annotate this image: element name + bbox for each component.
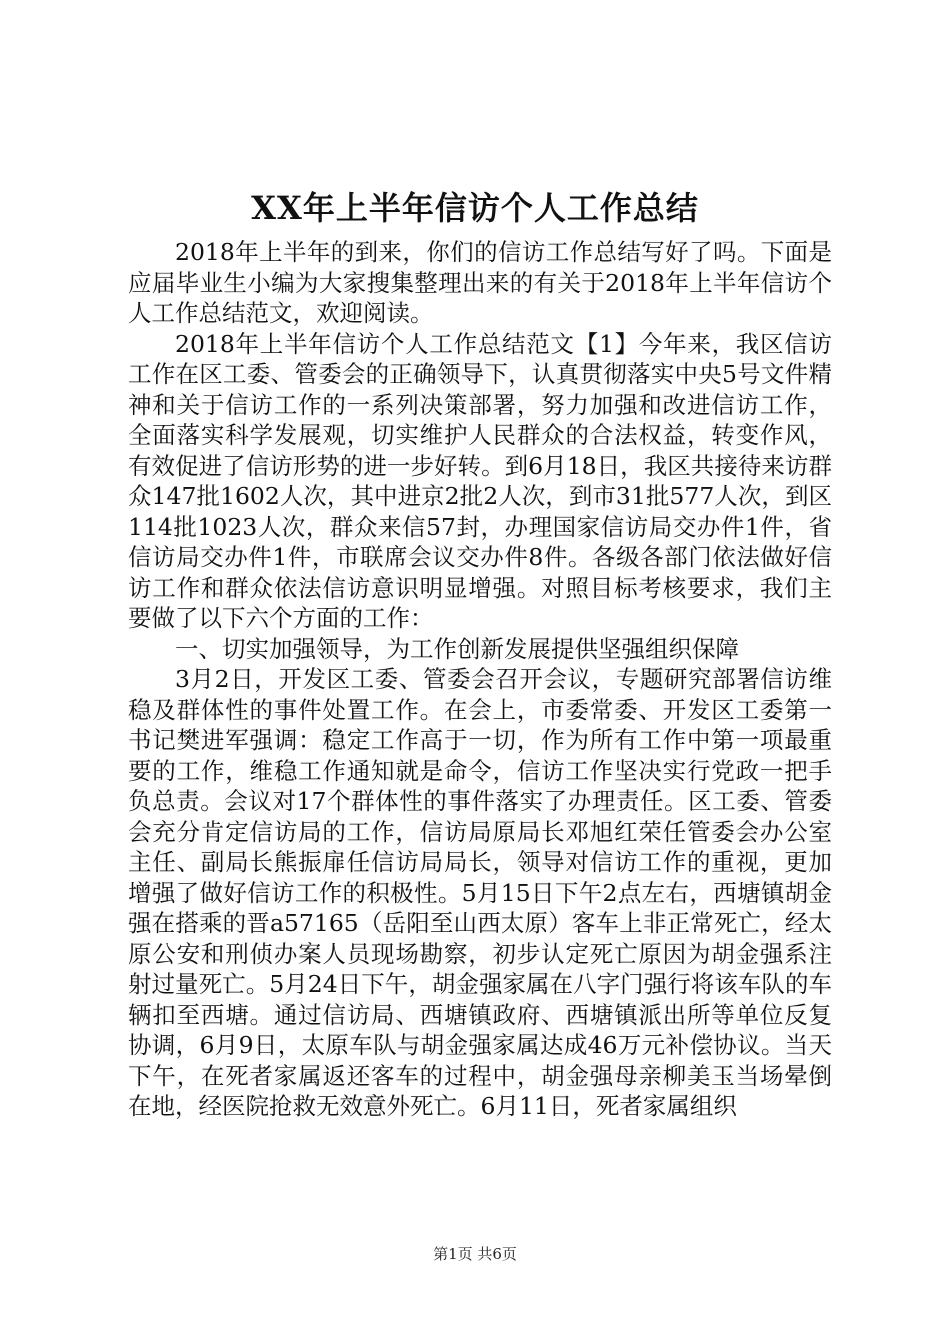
- intro-paragraph: 2018年上半年的到来，你们的信访工作总结写好了吗。下面是应届毕业生小编为大家搜集整理出来的有关于2018年上半年信访个人工作总结范文，欢迎阅读。: [128, 238, 832, 327]
- page-title: XX年上半年信访个人工作总结: [251, 189, 699, 227]
- page-footer: 第1页 共6页: [433, 1245, 517, 1263]
- document-body: [128, 237, 832, 1122]
- section-paragraph-1: 3月2日，开发区工委、管委会召开会议，专题研究部署信访维稳及群体性的事件处置工作。在会上，市委常委、开发区工委第一书记樊进军强调：稳定工作高于一切，作为所有工作中第一项最重要的工作，维稳工作通知就是命令，信访工作坚决实行党政一把手负总责。会议对17个群体性的事件落实了办理责任。区工委、管委会充分肯定信访局的工作，信访局原局长邓旭红荣任管委会办公室主任、副局长熊振扉任信访局局长，领导对信访工作的重视，更加增强了做好信访工作的积极性。5月15日下午2点左右，西塘镇胡金强在搭乘的晋a57165（岳阳至山西太原）客车上非正常死亡，经太原公安和刑侦办案人员现场勘察，初步认定死亡原因为胡金强系注射过量死亡。5月24日下午，胡金强家属在八字门强行将该车队的车辆扣至西塘。通过信访局、西塘镇政府、西塘镇派出所等单位反复协调，6月9日，太原车队与胡金强家属达成46万元补偿协议。当天下午，在死者家属返还客车的过程中，胡金强母亲柳美玉当场晕倒在地，经医院抢救无效意外死亡。6月11日，死者家属组织: [128, 665, 832, 1120]
- sample-paragraph-1: 2018年上半年信访个人工作总结范文【1】今年来，我区信访工作在区工委、管委会的正确领导下，认真贯彻落实中央5号文件精神和关于信访工作的一系列决策部署，努力加强和改进信访工作，全面落实科学发展观，切实维护人民群众的合法权益，转变作风，有效促进了信访形势的进一步好转。到6月18日，我区共接待来访群众147批1602人次，其中进京2批2人次，到市31批577人次，到区114批1023人次，群众来信57封，办理国家信访局交办件1件，省信访局交办件1件，市联席会议交办件8件。各级各部门依法做好信访工作和群众依法信访意识明显增强。对照目标考核要求，我们主要做了以下六个方面的工作：: [128, 329, 832, 632]
- section-heading-1: 一、切实加强领导，为工作创新发展提供坚强组织保障: [175, 634, 739, 663]
